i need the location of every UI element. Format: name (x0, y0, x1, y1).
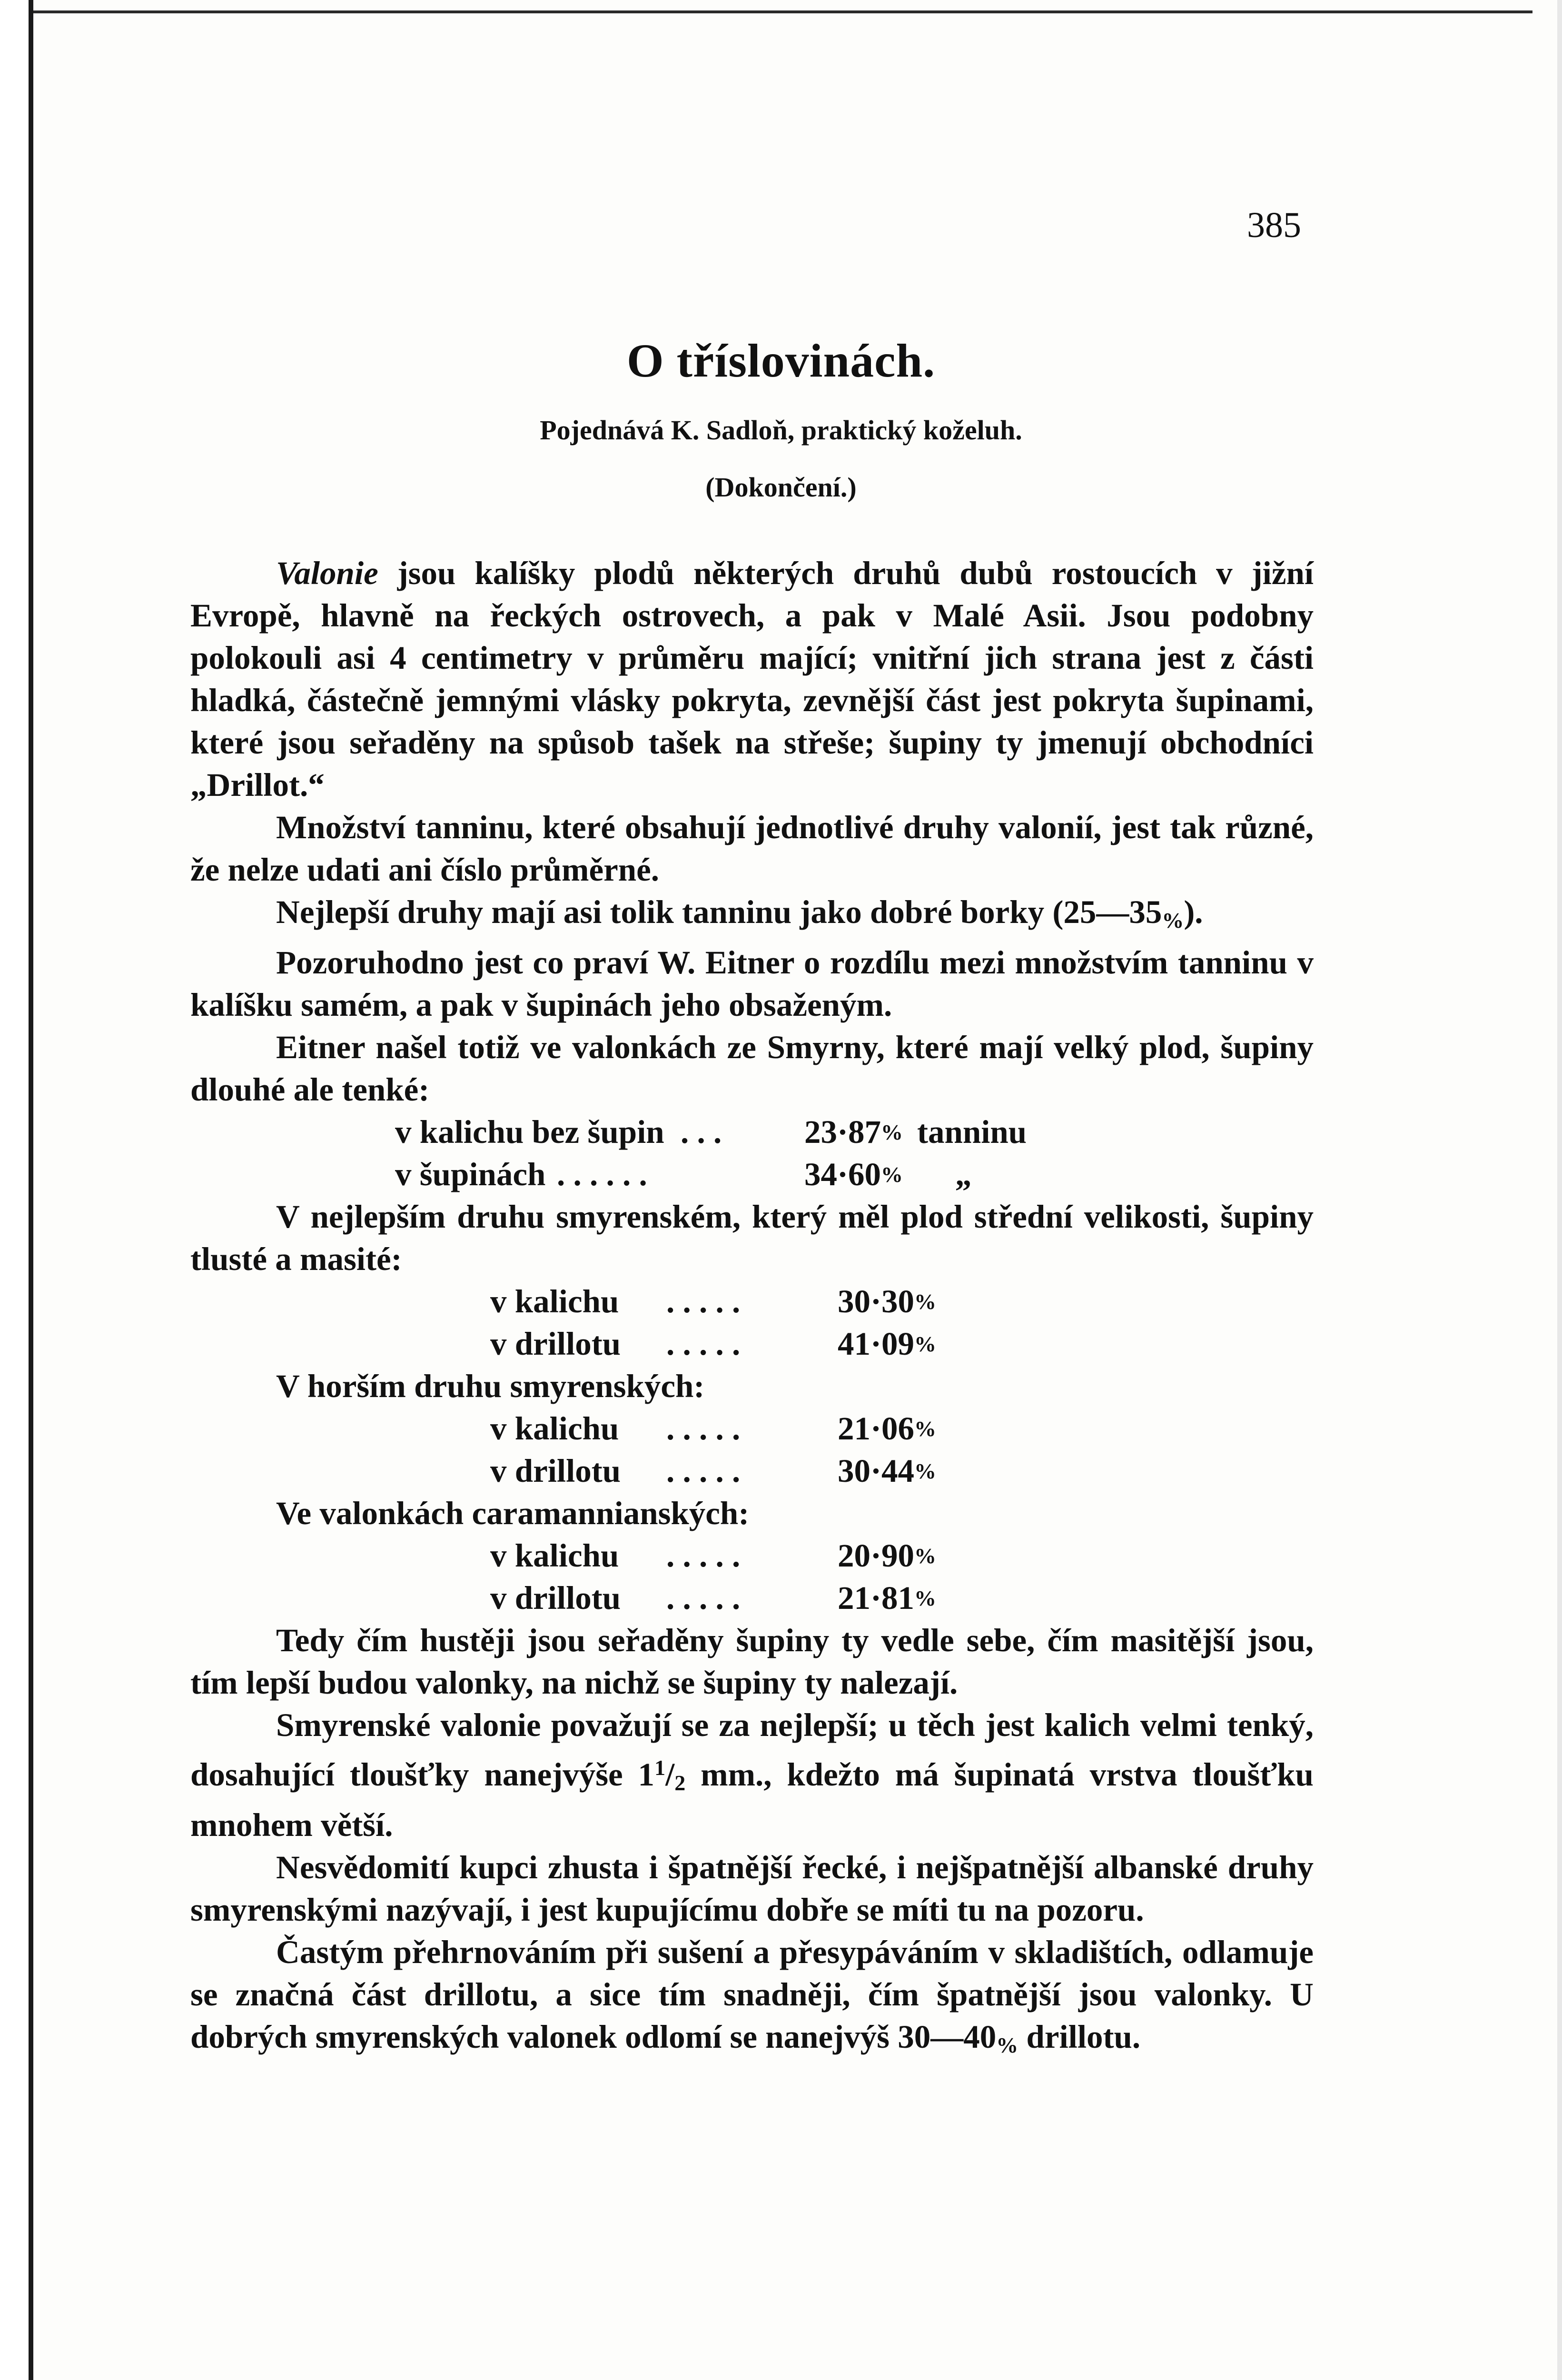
percent-sign: % (881, 1120, 903, 1144)
percent-sign: % (1162, 908, 1184, 932)
lead-term: Valonie (276, 555, 378, 591)
heading-caramannian: Ve valonkách caramannianských: (276, 1495, 750, 1531)
row-dots: . . . . . (666, 1580, 741, 1616)
paragraph-text: Smyrenské valonie považují se za nejlepší; u těch jest kalich velmi tenký, dosahující tloušťky nanejvýše 1 (190, 1707, 1314, 1793)
row-label: v šupinách (395, 1156, 546, 1192)
row-value: 20·90 (838, 1537, 915, 1574)
percent-sign: % (914, 1289, 937, 1314)
table-row (190, 1450, 1314, 1492)
paragraph-conclusion: Tedy čím hustěji jsou seřaděny šupiny ty vedle sebe, čím masitější jsou, tím lepší budou valonky, na nichž se šupiny ty nalezají. (190, 1622, 1314, 1701)
row-dots: . . . . . (666, 1283, 741, 1319)
percent-sign: % (996, 2033, 1018, 2057)
row-value: 34·60 (804, 1156, 881, 1192)
row-dots: . . . (681, 1114, 722, 1150)
row-label: v kalichu (490, 1537, 619, 1574)
row-value: 23·87 (804, 1114, 881, 1150)
heading-worse-smyrna: V horším druhu smyrenských: (276, 1368, 705, 1404)
continued-note: (Dokončení.) (705, 472, 857, 503)
table-row (190, 1280, 1314, 1323)
row-dots: . . . . . (666, 1537, 741, 1574)
paragraph-text-end: drillotu. (1018, 2019, 1141, 2055)
article-byline: Pojednává K. Sadloň, praktický koželuh. (540, 415, 1022, 446)
article-body (190, 552, 1314, 2066)
row-dots: . . . . . (666, 1453, 741, 1489)
paragraph-text-end: mm., kdežto má šupinatá vrstva tloušťku mnohem větší. (190, 1756, 1314, 1843)
table-row (190, 1577, 1314, 1619)
row-label: v kalichu bez šupin (395, 1114, 664, 1150)
paragraph-eitner: Pozoruhodno jest co praví W. Eitner o rozdílu mezi množstvím tanninu v kalíšku samém, a pak v šupinách jeho obsaženým. (190, 944, 1314, 1023)
paragraph-tannin-amount: Množství tanninu, které obsahují jednotlivé druhy valonií, jest tak různé, že nelze udati ani číslo průměrné. (190, 809, 1314, 888)
paragraph-drillot-loss (190, 1931, 1314, 2066)
page-number: 385 (1247, 205, 1301, 245)
table-row (190, 1408, 1314, 1450)
table-row (190, 1535, 1314, 1577)
paragraph-best-smyrna: V nejlepším druhu smyrenském, který měl plod střední velikosti, šupiny tlusté a masité: (190, 1199, 1314, 1277)
scan-top-border (33, 0, 1532, 13)
row-value: 21·81 (838, 1580, 915, 1616)
paragraph-best-kinds (190, 891, 1314, 942)
paragraph-smyrna: Eitner našel totiž ve valonkách ze Smyrny, které mají velký plod, šupiny dlouhé ale tenké: (190, 1029, 1314, 1108)
percent-sign: % (914, 1459, 937, 1483)
row-value: 30·30 (838, 1283, 915, 1319)
table-worse-smyrna (190, 1408, 1314, 1492)
table-best-smyrna (190, 1280, 1314, 1365)
row-label: v kalichu (490, 1283, 619, 1319)
row-unit: „ (955, 1156, 972, 1192)
table-smyrna-large (190, 1111, 1314, 1196)
fraction-numerator: 1 (654, 1755, 666, 1780)
paragraph-valonie (190, 552, 1314, 806)
paragraph-text-end: ). (1184, 894, 1203, 930)
paragraph-text: Nejlepší druhy mají asi tolik tanninu jako dobré borky (25—35 (276, 894, 1162, 930)
row-unit: tanninu (917, 1114, 1027, 1150)
row-value: 21·06 (838, 1410, 915, 1447)
table-caramannian (190, 1535, 1314, 1619)
percent-sign: % (881, 1162, 903, 1187)
row-label: v kalichu (490, 1410, 619, 1447)
row-dots: . . . . . . (557, 1156, 647, 1192)
article-title: O tříslovinách. (626, 334, 936, 387)
row-label: v drillotu (490, 1580, 621, 1616)
paragraph-smyrna-best: Smyrenské valonie považují se za nejlepší; u těch jest kalich velmi tenký, dosahující tloušťky nanejvýše $1^1/_2$ mm., kdežto má šupinatá vrstva tloušťku mnohem větší. (190, 1707, 1314, 1843)
paragraph-dishonest-traders: Nesvědomití kupci zhusta i špatnější řecké, i nejšpatnější albanské druhy smyrenskými nazývají, i jest kupujícímu dobře se míti tu na pozoru. (190, 1849, 1314, 1928)
row-dots: . . . . . (666, 1410, 741, 1447)
table-row (190, 1153, 1314, 1196)
percent-sign: % (914, 1544, 937, 1568)
row-label: v drillotu (490, 1453, 621, 1489)
row-dots: . . . . . (666, 1326, 741, 1362)
row-value: 30·44 (838, 1453, 915, 1489)
row-label: v drillotu (490, 1326, 621, 1362)
fraction-denominator: 2 (674, 1771, 686, 1795)
percent-sign: % (914, 1586, 937, 1610)
percent-sign: % (914, 1417, 937, 1441)
table-row (190, 1323, 1314, 1365)
row-value: 41·09 (838, 1326, 915, 1362)
percent-sign: % (914, 1332, 937, 1356)
paragraph-text: Častým přehrnováním při sušení a přesypáváním v skladištích, odlamuje se značná část drillotu, a sice tím snadněji, čím špatnější jsou valonky. U dobrých smyrenských valonek odlomí se nanejvýš 30—40 (190, 1934, 1314, 2055)
paragraph-text: jsou kalíšky plodů některých druhů dubů rostoucích v jižní Evropě, hlavně na řeckých ostrovech, a pak v Malé Asii. Jsou podobny polokouli asi 4 centimetry v průměru mající; vnitřní jich strana jest z části hladká, částečně jemnými vlásky pokryta, zevnější část jest pokryta šupinami, které jsou seřaděny na spůsob tašek na střeše; šupiny ty jmenují obchodníci „Drillot.“ (190, 555, 1314, 803)
table-row (190, 1111, 1314, 1153)
